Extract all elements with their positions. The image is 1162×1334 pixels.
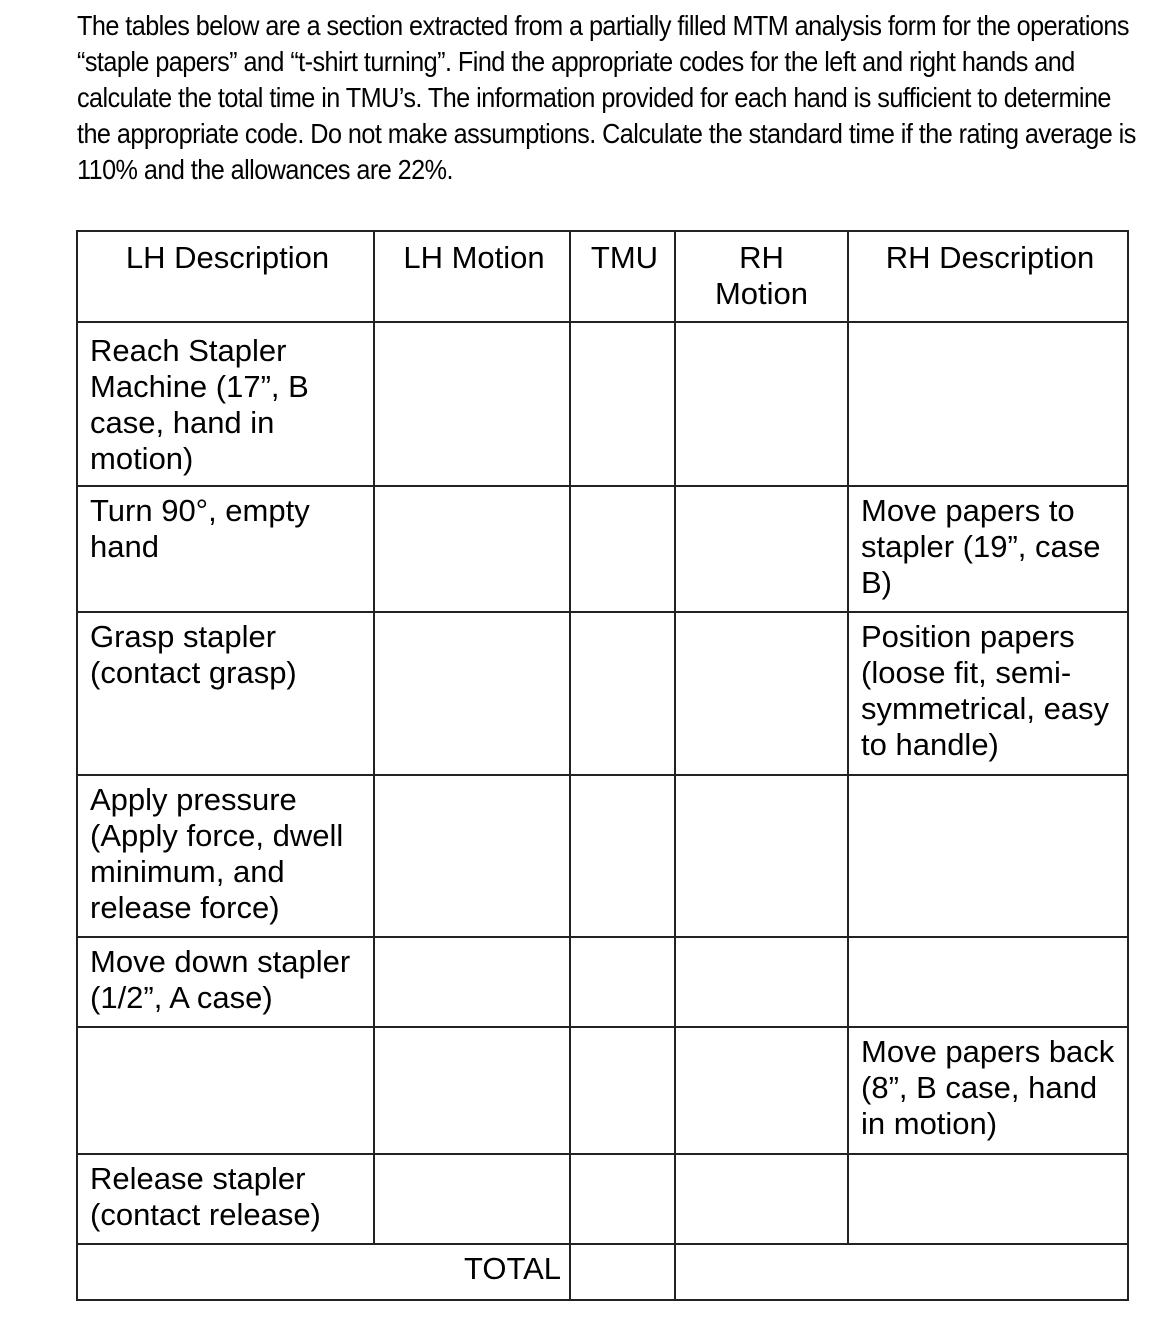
rh-motion-cell[interactable] [675, 612, 848, 775]
lh-motion-cell[interactable] [374, 322, 570, 486]
lh-motion-cell[interactable] [374, 937, 570, 1027]
tmu-cell[interactable] [570, 937, 675, 1027]
total-tmu-cell[interactable] [570, 1244, 675, 1300]
rh-motion-cell[interactable] [675, 1154, 848, 1244]
total-row [77, 1244, 1128, 1300]
lh-motion-cell[interactable] [374, 775, 570, 937]
table-row [77, 1027, 1128, 1154]
lh-description-cell: Grasp stapler (contact grasp) [77, 612, 374, 775]
table-row [77, 937, 1128, 1027]
tmu-cell[interactable] [570, 486, 675, 612]
header-lh-motion: LH Motion [374, 231, 570, 322]
table-row [77, 1154, 1128, 1244]
rh-description-cell [848, 937, 1128, 1027]
header-lh-description: LH Description [77, 231, 374, 322]
tmu-cell[interactable] [570, 322, 675, 486]
lh-motion-cell[interactable] [374, 612, 570, 775]
table-row [77, 612, 1128, 775]
table-row [77, 775, 1128, 937]
rh-description-cell: Move papers back (8”, B case, hand in motion) [848, 1027, 1128, 1154]
tmu-cell[interactable] [570, 1027, 675, 1154]
rh-motion-cell[interactable] [675, 937, 848, 1027]
tmu-cell[interactable] [570, 612, 675, 775]
lh-description-cell: Release stapler (contact release) [77, 1154, 374, 1244]
rh-description-cell [848, 1154, 1128, 1244]
lh-description-cell [77, 1027, 374, 1154]
table-row [77, 322, 1128, 486]
rh-description-cell [848, 322, 1128, 486]
rh-motion-cell[interactable] [675, 486, 848, 612]
header-tmu: TMU [570, 231, 675, 322]
header-row [77, 231, 1128, 322]
rh-description-cell: Position papers (loose fit, semi-symmetrical, easy to handle) [848, 612, 1128, 775]
lh-description-cell: Reach Stapler Machine (17”, B case, hand in motion) [77, 322, 374, 486]
lh-motion-cell[interactable] [374, 1154, 570, 1244]
lh-description-cell: Apply pressure (Apply force, dwell minimum, and release force) [77, 775, 374, 937]
rh-motion-cell[interactable] [675, 1027, 848, 1154]
lh-motion-cell[interactable] [374, 1027, 570, 1154]
header-rh-description: RH Description [848, 231, 1128, 322]
rh-motion-cell[interactable] [675, 775, 848, 937]
lh-description-cell: Turn 90°, empty hand [77, 486, 374, 612]
mtm-analysis-table [76, 230, 1129, 1301]
total-remaining-cell [675, 1244, 1128, 1300]
rh-motion-cell[interactable] [675, 322, 848, 486]
table-row [77, 486, 1128, 612]
rh-description-cell [848, 775, 1128, 937]
tmu-cell[interactable] [570, 775, 675, 937]
lh-description-cell: Move down stapler (1/2”, A case) [77, 937, 374, 1027]
rh-description-cell: Move papers to stapler (19”, case B) [848, 486, 1128, 612]
lh-motion-cell[interactable] [374, 486, 570, 612]
header-rh-motion: RH Motion [675, 231, 848, 322]
tmu-cell[interactable] [570, 1154, 675, 1244]
intro-paragraph: The tables below are a section extracted from a partially filled MTM analysis form for the operations “staple papers” and “t-shirt turning”. Find the appropriate codes for the left and right hands and calculate the total time in TMU’s. The information provided for each hand is sufficient to determine the appropriate code. Do not make assumptions. Calculate the standard time if the rating average is 110% and the allowances are 22%. [77, 10, 1136, 185]
total-label: TOTAL [77, 1244, 570, 1300]
